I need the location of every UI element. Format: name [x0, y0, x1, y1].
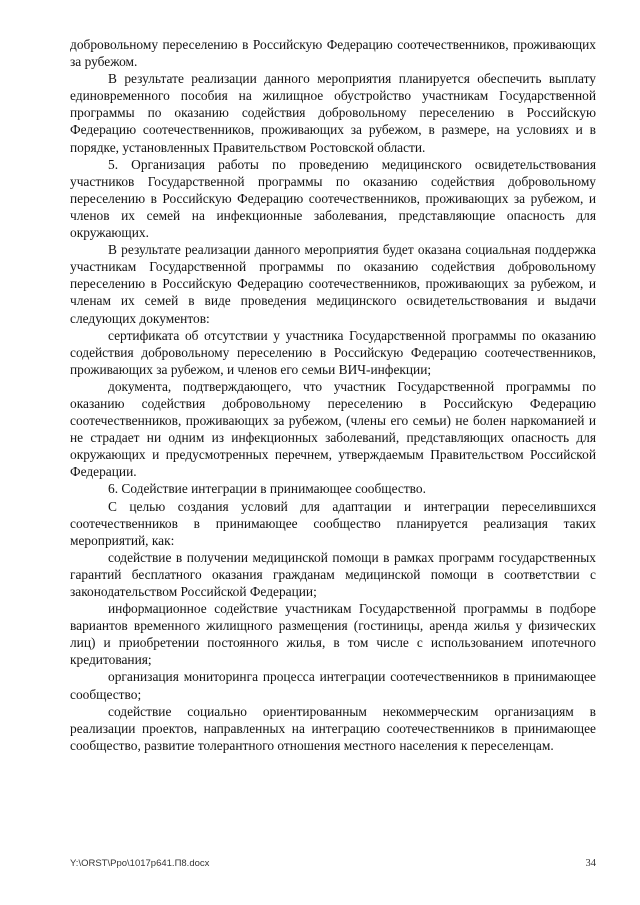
footer-file-path: Y:\ORST\Ppo\1017p641.П8.docx	[70, 858, 210, 869]
paragraph: В результате реализации данного мероприятия будет оказана социальная поддержка участникам Государственной программы по оказанию содействия добровольному переселению в Российскую Федерацию соотечественников, проживающих за рубежом, и членам их семей в виде проведения медицинского освидетельствования и выдачи следующих документов:	[70, 242, 596, 326]
paragraph: 6. Содействие интеграции в принимающее сообщество.	[108, 481, 426, 497]
paragraph: содействие социально ориентированным некоммерческим организациям в реализации проектов, направленных на интеграцию соотечественников в принимающее сообщество, развитие толерантного отношения местного населения к переселенцам.	[70, 703, 596, 753]
paragraph: 5. Организация работы по проведению медицинского освидетельствования участников Государственной программы по оказанию содействия добровольному переселению в Российскую Федерацию соотечественников, проживающих за рубежом, и членов их семей на инфекционные заболевания, представляющие опасность для окружающих.	[70, 156, 596, 241]
paragraph: содействие в получении медицинской помощи в рамках программ государственных гарантий бесплатного оказания гражданам медицинской помощи в соответствии с законодательством Российской Федерации;	[70, 549, 596, 599]
paragraph: В результате реализации данного мероприятия планируется обеспечить выплату единовременного пособия на жилищное обустройство участникам Государственной программы по оказанию содействия добровольному переселению в Российскую Федерацию соотечественников, проживающих за рубежом, в размере, на условиях и в порядке, установленных Правительством Ростовской области.	[70, 71, 596, 155]
paragraph: добровольному переселению в Российскую Федерацию соотечественников, проживающих за рубежом.	[70, 37, 596, 70]
paragraph: документа, подтверждающего, что участник Государственной программы по оказанию содействия добровольному переселению в Российскую Федерацию соотечественников, проживающих за рубежом, (члены его семьи) не болен наркоманией и не страдает ни одним из инфекционных заболеваний, представляющих опасность для окружающих и предусмотренных перечнем, утверждаемым Правительством Российской Федерации.	[70, 378, 596, 480]
page-number: 34	[585, 858, 596, 869]
document-body	[70, 36, 596, 754]
paragraph: сертификата об отсутствии у участника Государственной программы по оказанию содействия добровольному переселению в Российскую Федерацию соотечественников, проживающих за рубежом, и членов его семьи ВИЧ-инфекции;	[70, 327, 596, 377]
paragraph: С целью создания условий для адаптации и интеграции переселившихся соотечественников в принимающее сообщество планируется реализация таких мероприятий, как:	[70, 498, 596, 548]
paragraph: организация мониторинга процесса интеграции соотечественников в принимающее сообщество;	[70, 669, 596, 702]
paragraph: информационное содействие участникам Государственной программы в подборе вариантов временного жилищного размещения (гостиницы, аренда жилья у физических лиц) и приобретении постоянного жилья, в том числе с использованием ипотечного кредитования;	[70, 601, 596, 668]
